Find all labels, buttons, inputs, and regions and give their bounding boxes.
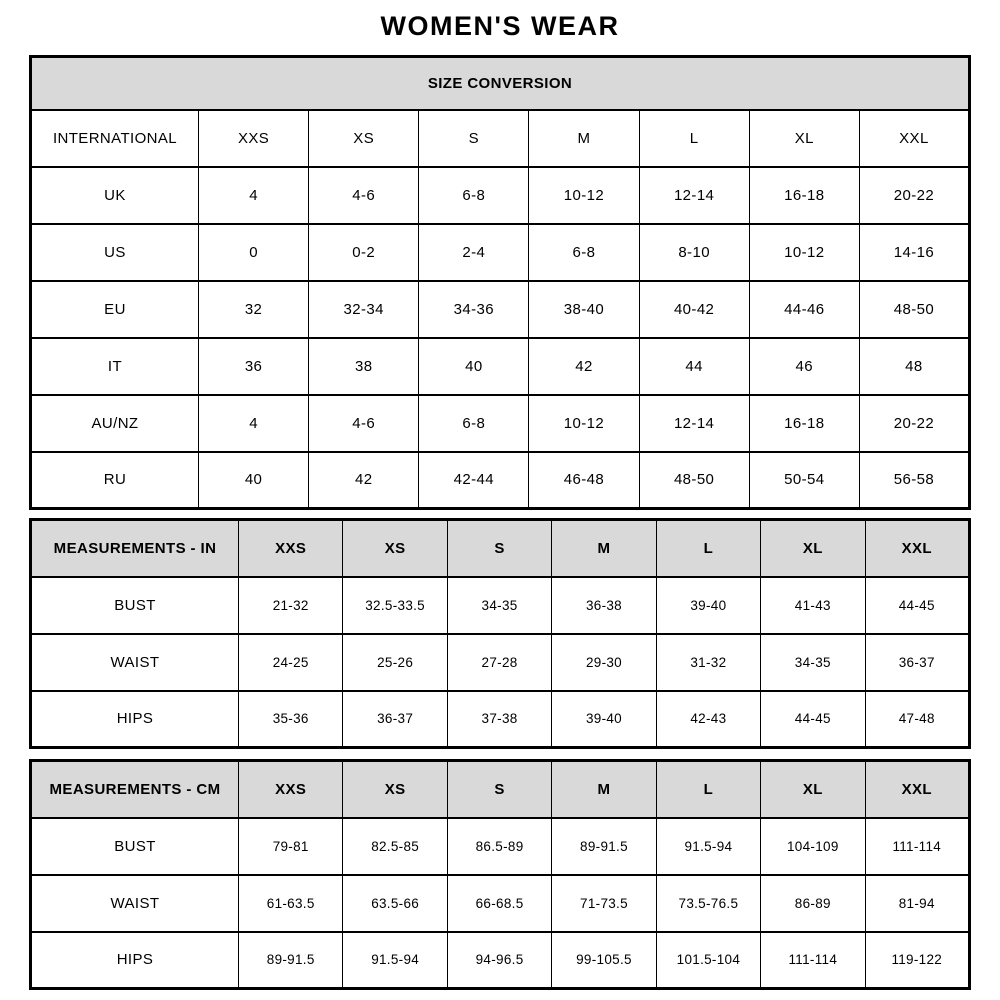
measurement-cell: 27-28	[447, 634, 551, 691]
row-label: BUST	[31, 818, 239, 875]
measurement-cell: 36-38	[552, 577, 656, 634]
size-cell: 50-54	[749, 452, 859, 509]
size-cell: 56-58	[859, 452, 969, 509]
table-row	[31, 875, 970, 932]
size-header-cell: XXS	[239, 761, 343, 818]
measurement-cell: 94-96.5	[447, 932, 551, 989]
table-row	[31, 224, 970, 281]
table-row	[31, 761, 970, 818]
size-cell: 0	[199, 224, 309, 281]
size-cell: 32-34	[309, 281, 419, 338]
table-row	[31, 281, 970, 338]
size-cell: 42-44	[419, 452, 529, 509]
size-header-cell: XL	[761, 761, 865, 818]
size-cell: 38	[309, 338, 419, 395]
measurement-cell: 29-30	[552, 634, 656, 691]
measurement-cell: 39-40	[552, 691, 656, 748]
table-row	[31, 818, 970, 875]
size-header-cell: XS	[343, 520, 447, 577]
size-header-cell: M	[552, 761, 656, 818]
measurement-cell: 101.5-104	[656, 932, 760, 989]
measurement-cell: 79-81	[239, 818, 343, 875]
size-cell: 48-50	[639, 452, 749, 509]
size-header-cell: L	[656, 761, 760, 818]
row-label: RU	[31, 452, 199, 509]
size-header-cell: S	[419, 110, 529, 167]
size-cell: 32	[199, 281, 309, 338]
measurement-cell: 42-43	[656, 691, 760, 748]
size-cell: 10-12	[529, 167, 639, 224]
size-cell: 4-6	[309, 167, 419, 224]
measurement-cell: 111-114	[865, 818, 969, 875]
size-header-cell: XS	[309, 110, 419, 167]
size-cell: 2-4	[419, 224, 529, 281]
measurement-cell: 91.5-94	[343, 932, 447, 989]
measurement-cell: 73.5-76.5	[656, 875, 760, 932]
table-row	[31, 452, 970, 509]
measurement-cell: 34-35	[447, 577, 551, 634]
size-header-cell: M	[529, 110, 639, 167]
measurement-cell: 66-68.5	[447, 875, 551, 932]
measurement-cell: 35-36	[239, 691, 343, 748]
page-title: WOMEN'S WEAR	[380, 11, 620, 41]
size-cell: 6-8	[529, 224, 639, 281]
measurement-cell: 21-32	[239, 577, 343, 634]
size-header-cell: S	[447, 761, 551, 818]
size-header-cell: S	[447, 520, 551, 577]
row-label: US	[31, 224, 199, 281]
measurement-cell: 47-48	[865, 691, 969, 748]
measurement-cell: 82.5-85	[343, 818, 447, 875]
measurement-cell: 39-40	[656, 577, 760, 634]
measurement-cell: 25-26	[343, 634, 447, 691]
row-label: WAIST	[31, 875, 239, 932]
size-cell: 46-48	[529, 452, 639, 509]
measurement-cell: 86-89	[761, 875, 865, 932]
row-label: HIPS	[31, 932, 239, 989]
measurements-cm-title: MEASUREMENTS - CM	[31, 761, 239, 818]
table-row	[31, 932, 970, 989]
size-header-cell: XXL	[865, 520, 969, 577]
size-header-cell: L	[639, 110, 749, 167]
size-cell: 46	[749, 338, 859, 395]
measurement-cell: 99-105.5	[552, 932, 656, 989]
measurement-cell: 63.5-66	[343, 875, 447, 932]
measurement-cell: 104-109	[761, 818, 865, 875]
size-cell: 44	[639, 338, 749, 395]
size-cell: 14-16	[859, 224, 969, 281]
size-cell: 4	[199, 395, 309, 452]
size-cell: 8-10	[639, 224, 749, 281]
size-header-cell: M	[552, 520, 656, 577]
table-row	[31, 634, 970, 691]
row-label: BUST	[31, 577, 239, 634]
size-cell: 0-2	[309, 224, 419, 281]
measurement-cell: 32.5-33.5	[343, 577, 447, 634]
measurements-cm-table	[29, 759, 971, 990]
row-label: INTERNATIONAL	[31, 110, 199, 167]
size-cell: 40	[199, 452, 309, 509]
measurement-cell: 61-63.5	[239, 875, 343, 932]
measurement-cell: 37-38	[447, 691, 551, 748]
size-cell: 34-36	[419, 281, 529, 338]
size-cell: 38-40	[529, 281, 639, 338]
table-row	[31, 691, 970, 748]
measurement-cell: 44-45	[865, 577, 969, 634]
size-cell: 48	[859, 338, 969, 395]
table-row	[31, 57, 970, 110]
size-cell: 16-18	[749, 167, 859, 224]
measurement-cell: 71-73.5	[552, 875, 656, 932]
size-cell: 40-42	[639, 281, 749, 338]
measurements-in-title: MEASUREMENTS - IN	[31, 520, 239, 577]
measurements-in-table	[29, 518, 971, 749]
size-header-cell: XXL	[859, 110, 969, 167]
size-cell: 12-14	[639, 167, 749, 224]
measurement-cell: 111-114	[761, 932, 865, 989]
size-cell: 36	[199, 338, 309, 395]
size-cell: 12-14	[639, 395, 749, 452]
size-header-cell: XXS	[239, 520, 343, 577]
row-label: EU	[31, 281, 199, 338]
size-header-cell: XS	[343, 761, 447, 818]
measurement-cell: 119-122	[865, 932, 969, 989]
size-cell: 10-12	[529, 395, 639, 452]
size-cell: 16-18	[749, 395, 859, 452]
size-header-cell: XXS	[199, 110, 309, 167]
table-row	[31, 110, 970, 167]
size-cell: 20-22	[859, 167, 969, 224]
measurement-cell: 34-35	[761, 634, 865, 691]
size-cell: 40	[419, 338, 529, 395]
row-label: HIPS	[31, 691, 239, 748]
row-label: IT	[31, 338, 199, 395]
size-cell: 44-46	[749, 281, 859, 338]
size-header-cell: L	[656, 520, 760, 577]
table-row	[31, 395, 970, 452]
size-cell: 4	[199, 167, 309, 224]
size-cell: 6-8	[419, 167, 529, 224]
measurement-cell: 81-94	[865, 875, 969, 932]
row-label: WAIST	[31, 634, 239, 691]
measurement-cell: 31-32	[656, 634, 760, 691]
measurement-cell: 36-37	[865, 634, 969, 691]
size-cell: 20-22	[859, 395, 969, 452]
size-cell: 6-8	[419, 395, 529, 452]
size-conversion-table	[29, 55, 971, 510]
size-header-cell: XL	[761, 520, 865, 577]
measurement-cell: 24-25	[239, 634, 343, 691]
table-row	[31, 520, 970, 577]
measurement-cell: 91.5-94	[656, 818, 760, 875]
measurement-cell: 41-43	[761, 577, 865, 634]
size-header-cell: XXL	[865, 761, 969, 818]
measurement-cell: 86.5-89	[447, 818, 551, 875]
table-row	[31, 338, 970, 395]
measurement-cell: 36-37	[343, 691, 447, 748]
size-cell: 4-6	[309, 395, 419, 452]
measurement-cell: 89-91.5	[552, 818, 656, 875]
table-row	[31, 577, 970, 634]
measurement-cell: 44-45	[761, 691, 865, 748]
size-cell: 42	[529, 338, 639, 395]
size-conversion-title: SIZE CONVERSION	[31, 57, 970, 110]
size-cell: 42	[309, 452, 419, 509]
row-label: UK	[31, 167, 199, 224]
row-label: AU/NZ	[31, 395, 199, 452]
measurement-cell: 89-91.5	[239, 932, 343, 989]
size-header-cell: XL	[749, 110, 859, 167]
size-cell: 10-12	[749, 224, 859, 281]
table-row	[31, 167, 970, 224]
size-cell: 48-50	[859, 281, 969, 338]
